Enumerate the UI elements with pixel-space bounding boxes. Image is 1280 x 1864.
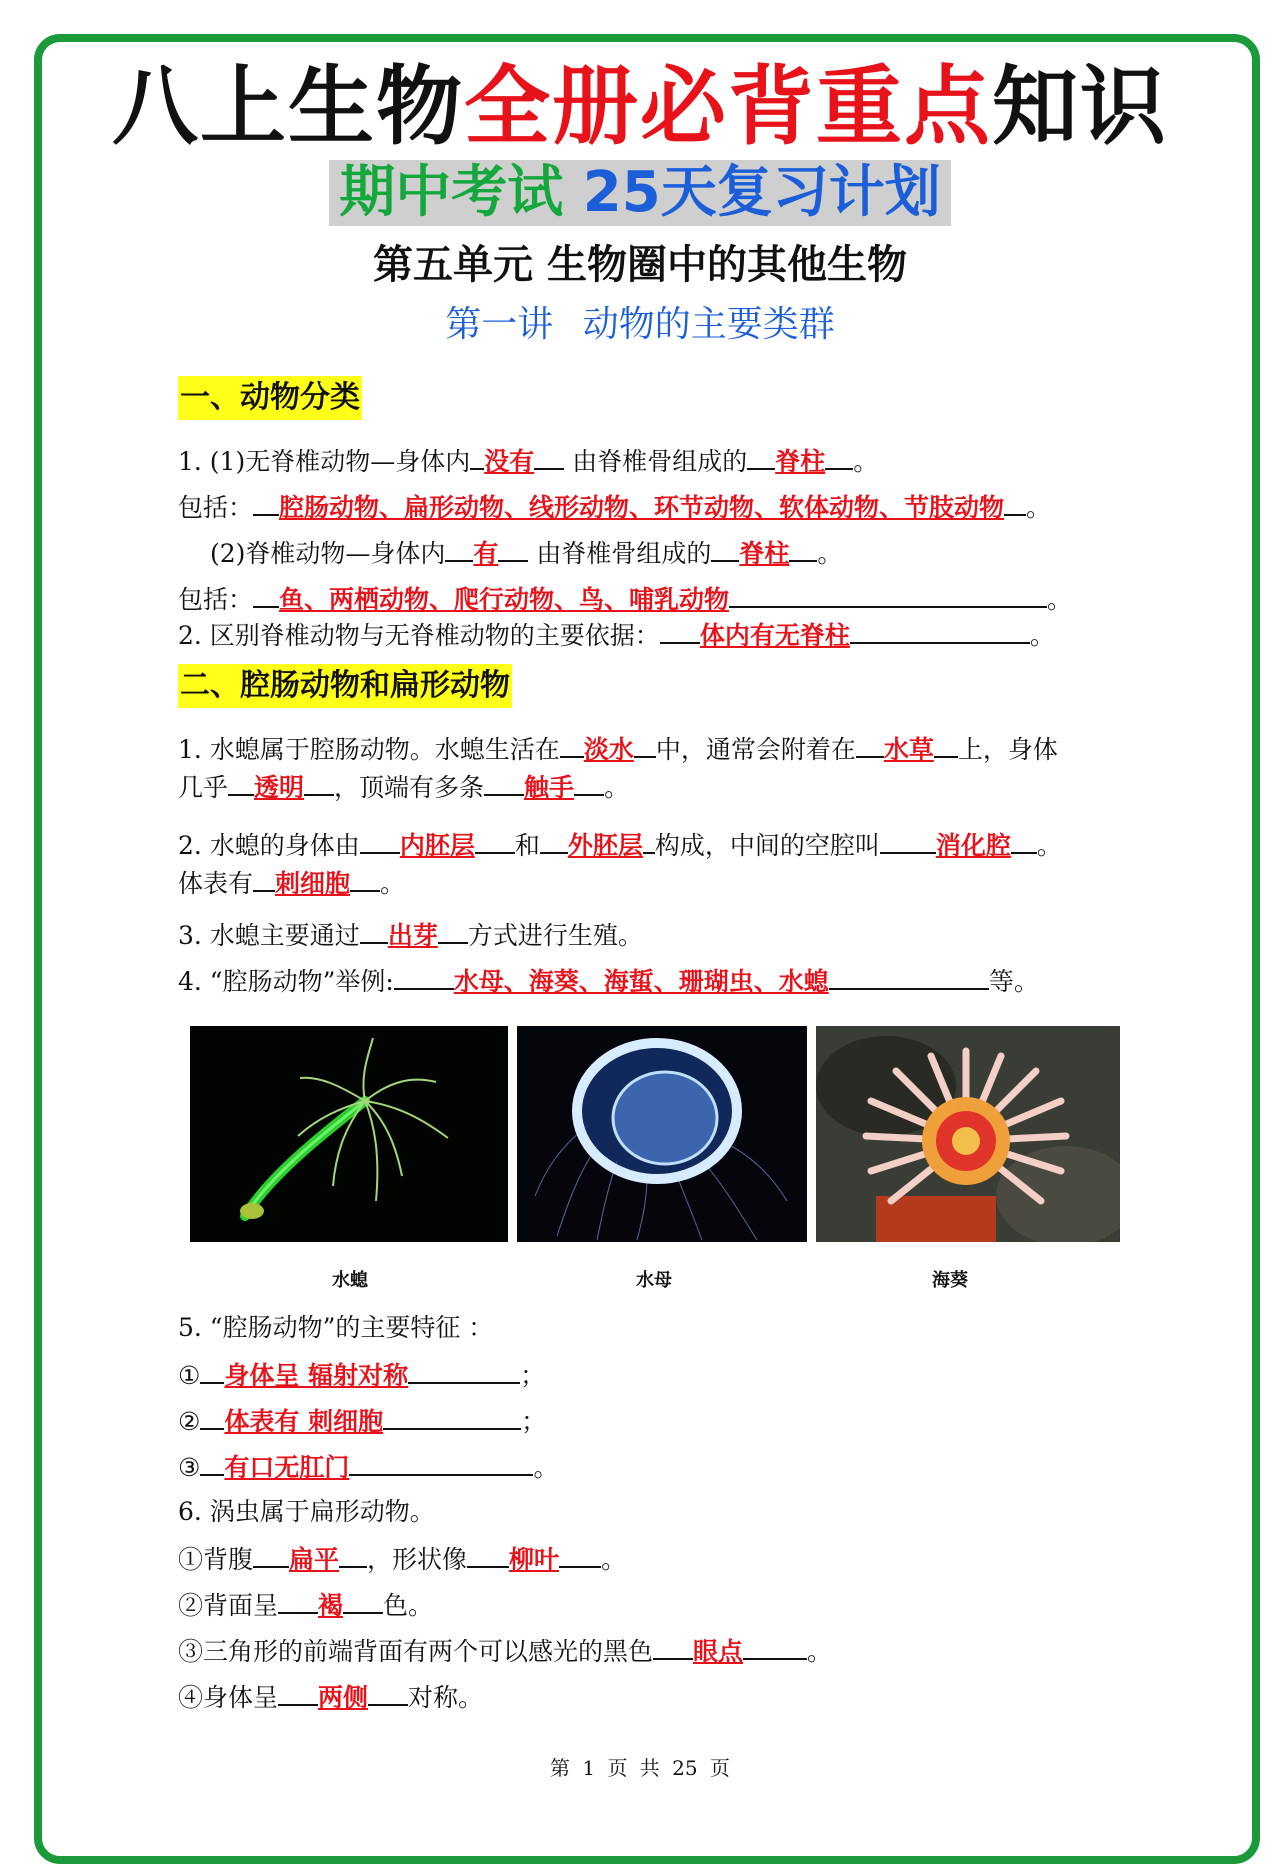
page-number: 第 1 页 共 25 页 <box>550 1756 730 1780</box>
hydra-reproduction: 3. 水螅主要通过 出芽 方式进行生殖。 <box>178 916 643 954</box>
hydra-habitat-line1: 1. 水螅属于腔肠动物。水螅生活在 淡水 中，通常会附着在 水草 上，身体 <box>178 730 1058 768</box>
feature-mouth-no-anus: ③ 有口无肛门 。 <box>178 1448 558 1486</box>
section-heading-classification: 一、动物分类 <box>178 376 362 420</box>
planarian-intro: 6. 涡虫属于扁形动物。 <box>178 1497 435 1526</box>
question-invertebrate: 1. (1)无脊椎动物—身体内 没有 由脊椎骨组成的 脊柱 。 <box>178 442 878 480</box>
coelenterate-examples: 4. “腔肠动物”举例: 水母、海葵、海蜇、珊瑚虫、水螅 等。 <box>178 962 1039 1000</box>
subtitle-banner <box>0 160 1280 226</box>
vertebrate-includes: 包括： 鱼、两栖动物、爬行动物、鸟、哺乳动物 。 <box>178 580 1072 618</box>
hydra-body-line2: 体表有 刺细胞 。 <box>178 864 405 902</box>
caption-jellyfish: 水母 <box>636 1270 672 1291</box>
planarian-color: ②背面呈 褐 色。 <box>178 1586 433 1624</box>
subtitle-exam: 期中考试 <box>339 160 564 225</box>
hydra-photo <box>190 1026 508 1242</box>
feature-radial-symmetry: ① 身体呈 辐射对称 ； <box>178 1356 545 1394</box>
page-title: 八上生物全册必背重点知识 <box>112 57 1168 157</box>
question-vertebrate: (2)脊椎动物—身体内 有 由脊椎骨组成的 脊柱 。 <box>210 534 842 572</box>
planarian-shape: ①背腹 扁平 ，形状像 柳叶 。 <box>178 1540 626 1578</box>
invertebrate-includes: 包括： 腔肠动物、扁形动物、线形动物、环节动物、软体动物、节肢动物 。 <box>178 488 1051 526</box>
hydra-habitat-line2: 几乎 透明 ，顶端有多条 触手 。 <box>178 768 629 806</box>
hydra-body-line1: 2. 水螅的身体由 内胚层 和 外胚层 构成，中间的空腔叫 消化腔 。 <box>178 826 1062 864</box>
sea-anemone-photo <box>816 1026 1120 1242</box>
planarian-symmetry: ④身体呈 两侧 对称。 <box>178 1678 483 1716</box>
question-classification-basis: 2. 区别脊椎动物与无脊椎动物的主要依据： 体内有无脊柱 。 <box>178 616 1055 654</box>
caption-sea-anemone: 海葵 <box>932 1270 968 1291</box>
planarian-eyespots: ③三角形的前端背面有两个可以感光的黑色 眼点 。 <box>178 1632 832 1670</box>
unit-heading: 第五单元 生物圈中的其他生物 <box>373 241 907 288</box>
lecture-heading: 第一讲 动物的主要类群 <box>445 304 835 345</box>
section-heading-coelenterates: 二、腔肠动物和扁形动物 <box>178 664 512 708</box>
caption-hydra: 水螅 <box>332 1270 368 1291</box>
jellyfish-photo <box>517 1026 807 1242</box>
coelenterate-features-title: 5. “腔肠动物”的主要特征 ： <box>178 1313 494 1342</box>
subtitle-plan: 25天复习计划 <box>582 160 941 225</box>
feature-stinging-cells: ② 体表有 刺细胞 ； <box>178 1402 546 1440</box>
